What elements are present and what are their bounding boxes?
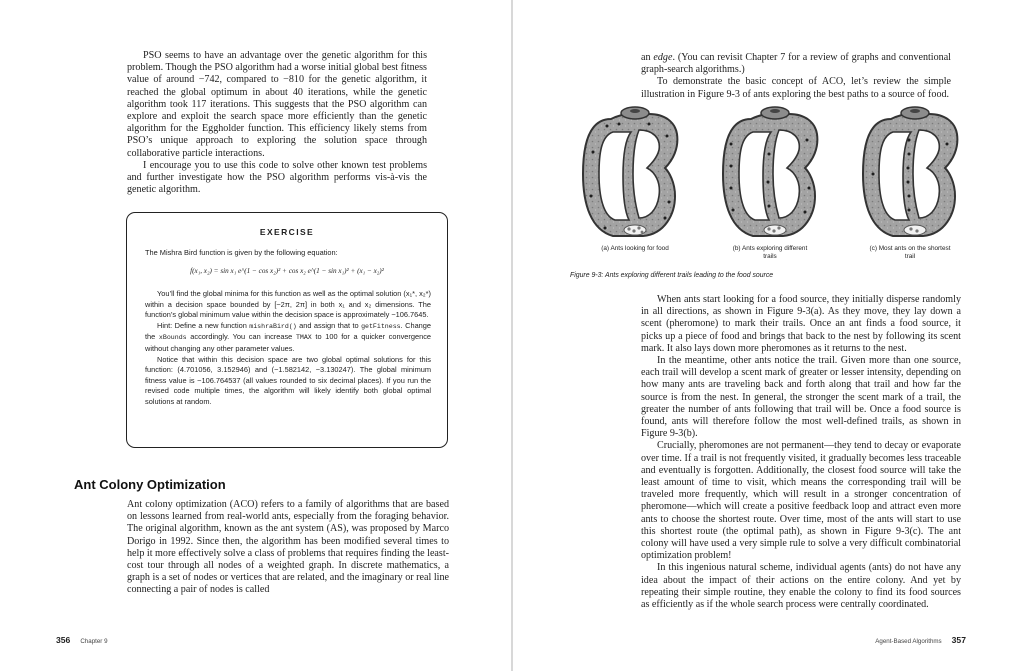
running-head: Agent-Based Algorithms [875,638,942,645]
code-xbounds: xBounds [158,334,187,342]
intro-paragraph-2: I encourage you to use this code to solve other known test problems and further investigate how the PSO algorithm performs vis-à-vis the genetic algorithm. [127,159,427,196]
ant-panel-c [863,107,957,236]
exercise-title: EXERCISE [259,227,315,237]
ant-panel-a [583,107,677,236]
exercise-box [126,212,448,448]
page-number: 356 [56,635,71,645]
page-footer-left [56,630,108,648]
exercise-paragraph-3: Notice that within this decision space are two global optimal solutions for this function: (4.701056, 3.152946) and (−1.582142, −3.130247). The global minimum fitness value is −106.764537 (all values rounded to six decimal places). If you run the revised code multiple times, the algorithm will likely identify both global optimal solutions at random. [145,354,431,406]
top-text: . (You can revisit Chapter 7 for a review of graphs and conventional graph-search algorithms.) [641,52,951,76]
code-tmax: TMAX [295,334,312,342]
page-footer-right [875,630,966,648]
top-paragraph-1 [641,52,951,76]
exercise-paragraph-1: You’ll find the global minima for this function as well as the optimal solution (x₁*, x₂*) within a decision space bounded by [−2π, 2π] in both x₁ and x₂ dimensions. The function’s global minimum value within the decision space is approximately −106.7645. [145,289,431,320]
section-heading: Ant Colony Optimization [74,477,226,492]
right-body-text [641,294,961,611]
chapter-label: Chapter 9 [80,638,108,645]
aco-text [127,499,449,597]
hint-text: . Change the [145,320,432,342]
exercise-body [145,289,431,408]
figure-9-3 [579,104,959,254]
subcaption-c: (c) Most ants on the shortest trail [869,245,951,260]
code-mishra-bird: mishraBird() [249,322,297,330]
body-paragraph-4: In this ingenious natural scheme, individual agents (ants) do not have any idea about the impact of their actions on the entire colony. And yet by repeating their simple routine, they enable the colony to find its food sources as efficiently as if the whole search process were centrally coordinated. [641,562,961,611]
ant-trail-illustrations [579,104,959,254]
body-paragraph-2: In the meantime, other ants notice the trail. Given more than one source, each trail will develop a scent mark of greater or lesser intensity, depending on how many ants are traveling back and forth along that trail and how far the source is from the nest. In general, the stronger the scent mark of a trail, the greater the number of ants following that trail will be. Once a food source is found, ants will therefore follow the most well-defined trails, as shown in Figure 9-3(b). [641,355,961,440]
intro-paragraph-1: PSO seems to have an advantage over the genetic algorithm for this problem. Though the PSO algorithm had a worse initial global best fitness value of around −742, compared to −810 for the genetic algorithm, it reached the global optimum in about 40 iterations, while the genetic algorithm took 117 iterations. This suggests that the PSO algorithm can explore and exploit the search space more efficiently than the genetic algorithm for the Eggholder function. This efficiency likely stems from PSO’s unique approach to exploring the solution space through collaborative particle interactions. [127,50,427,159]
top-text: an [641,52,654,63]
body-paragraph-1: When ants start looking for a food source, they initially disperse randomly in all directions, as shown in Figure 9-3(a). As they move, they lay down a scent (pheromone) to mark their trails. Once an ant finds a food source, it picks up a piece of food and brings that back to the nest by following its scent mark. It also lays down more pheromones as it returns to the nest. [641,294,961,354]
page-number: 357 [951,635,966,645]
right-top-text [641,52,951,101]
left-page [0,0,511,671]
exercise-paragraph-2 [145,321,431,355]
top-paragraph-2: To demonstrate the basic concept of ACO, let’s review the simple illustration in Figure 9-3 of ants exploring the best paths to a source of food. [641,76,951,100]
figure-caption: Figure 9-3: Ants exploring different trails leading to the food source [570,272,774,279]
code-get-fitness: getFitness [361,322,401,330]
hint-text: accordingly. You can increase [186,332,296,342]
aco-paragraph: Ant colony optimization (ACO) refers to a family of algorithms that are based on lessons learned from real-world ants, especially from the foraging behavior. The original algorithm, known as the ant system (AS), was proposed by Marco Dorigo in 1992. Since then, the algorithm has been modified several times to help it more effectively solve a class of problems that requires finding the least-cost tour through all nodes of a weighted graph. In discrete mathematics, a graph is a set of nodes or vertices that are related, and the imaginary or real line connecting a pair of nodes is called [127,499,449,596]
hint-text: to 100 for a quicker convergence without changing any other parameter values. [145,332,432,353]
emphasis-edge: edge [653,52,673,63]
right-page [513,0,1024,671]
subcaption-b: (b) Ants exploring different trails [732,245,808,260]
intro-text [127,50,427,196]
hint-text: and assign that to [296,320,362,330]
subcaption-a: (a) Ants looking for food [601,245,669,252]
hint-text: Hint: Define a new function [157,320,250,330]
exercise-formula: f(x₁, x₂) = sin x₁ e^(1 − cos x₂)² + cos x₂ e^(1 − sin x₁)² + (x₁ − x₂)² [190,267,384,275]
exercise-intro: The Mishra Bird function is given by the following equation: [145,248,338,257]
ant-panel-b [723,107,817,236]
body-paragraph-3: Crucially, pheromones are not permanent—they tend to decay or evaporate over time. If a trail is not frequently visited, it gradually becomes less traceable and eventually is forgotten. Additionally, the closest food source will take the least amount of time to visit, which means the corresponding trail will be traveled more frequently, which will result in a stronger concentration of pheromone—which will create a positive feedback loop and attract even more ants to choose the shortest route. Over time, most of the ants will start to use this shortest route (the optimal path), as shown in Figure 9-3(c). The ant colony will have used a very simple rule to solve a very difficult combinatorial optimization problem! [641,440,961,562]
